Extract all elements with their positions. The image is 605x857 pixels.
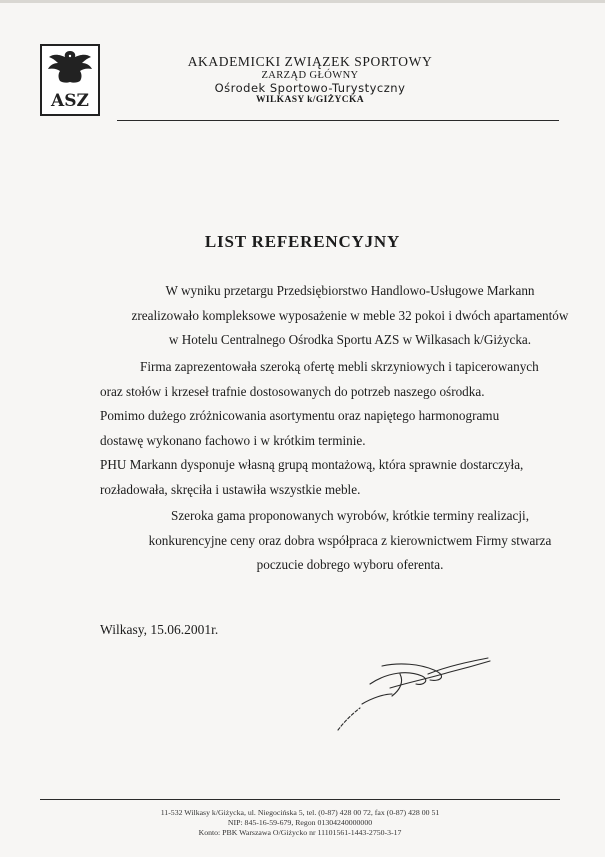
date-line: Wilkasy, 15.06.2001r. <box>100 622 219 637</box>
org-center: Ośrodek Sportowo-Turystyczny <box>214 80 406 95</box>
org-name: AKADEMICKI ZWIĄZEK SPORTOWY <box>187 54 433 69</box>
paragraph-2 <box>100 355 575 502</box>
logo-text: ASZ <box>51 91 89 111</box>
text-line: oraz stołów i krzeseł trafnie dostosowanych do potrzeb naszego ośrodka. <box>100 383 485 399</box>
signature-icon <box>330 648 500 738</box>
text-line: zrealizowało kompleksowe wyposażenie w meble 32 pokoi i dwóch apartamentów <box>131 307 569 323</box>
footer-ids: NIP: 845-16-59-679, Regon 01304240000000 <box>227 818 373 827</box>
text-line: Pomimo dużego zróżnicowania asortymentu oraz napiętego harmonogramu <box>100 408 500 423</box>
footer-account: Konto: PBK Warszawa O/Giżycko nr 11101561-1443-2750-3-17 <box>198 828 402 837</box>
paragraph-1 <box>100 279 600 353</box>
text-line: konkurencyjne ceny oraz dobra współpraca z kierownictwem Firmy stwarza <box>148 532 552 548</box>
text-line: w Hotelu Centralnego Ośrodka Sportu AZS w Wilkasach k/Giżycka. <box>168 332 532 347</box>
letter-title: LIST REFERENCYJNY <box>204 232 401 251</box>
text-line: poczucie dobrego wyboru oferenta. <box>256 557 444 572</box>
org-location: WILKASY k/GIŻYCKA <box>255 94 365 105</box>
text-line: PHU Markann dysponuje własną grupą montażową, która sprawnie dostarczyła, <box>100 457 524 472</box>
paragraph-4 <box>100 504 600 578</box>
text-line: W wyniku przetargu Przedsiębiorstwo Handlowo-Usługowe Markann <box>165 283 535 298</box>
text-line: rozładowała, skręciła i ustawiła wszystkie meble. <box>100 481 361 497</box>
header-divider <box>117 120 559 121</box>
org-board: ZARZĄD GŁÓWNY <box>261 69 359 81</box>
org-header <box>140 54 480 106</box>
text-line: dostawę wykonano fachowo i w krótkim terminie. <box>100 432 366 448</box>
footer <box>60 808 540 838</box>
scan-edge <box>0 0 605 3</box>
text-line: Szeroka gama proponowanych wyrobów, krótkie terminy realizacji, <box>170 508 529 523</box>
azs-eagle-logo-icon <box>40 44 100 116</box>
footer-divider <box>40 799 560 800</box>
footer-address: 11-532 Wilkasy k/Giżycka, ul. Niegocińska 5, tel. (0-87) 428 00 72, fax (0-87) 428 00 51 <box>160 808 440 817</box>
text-line: Firma zaprezentowała szeroką ofertę mebli skrzyniowych i tapicerowanych <box>140 359 539 374</box>
